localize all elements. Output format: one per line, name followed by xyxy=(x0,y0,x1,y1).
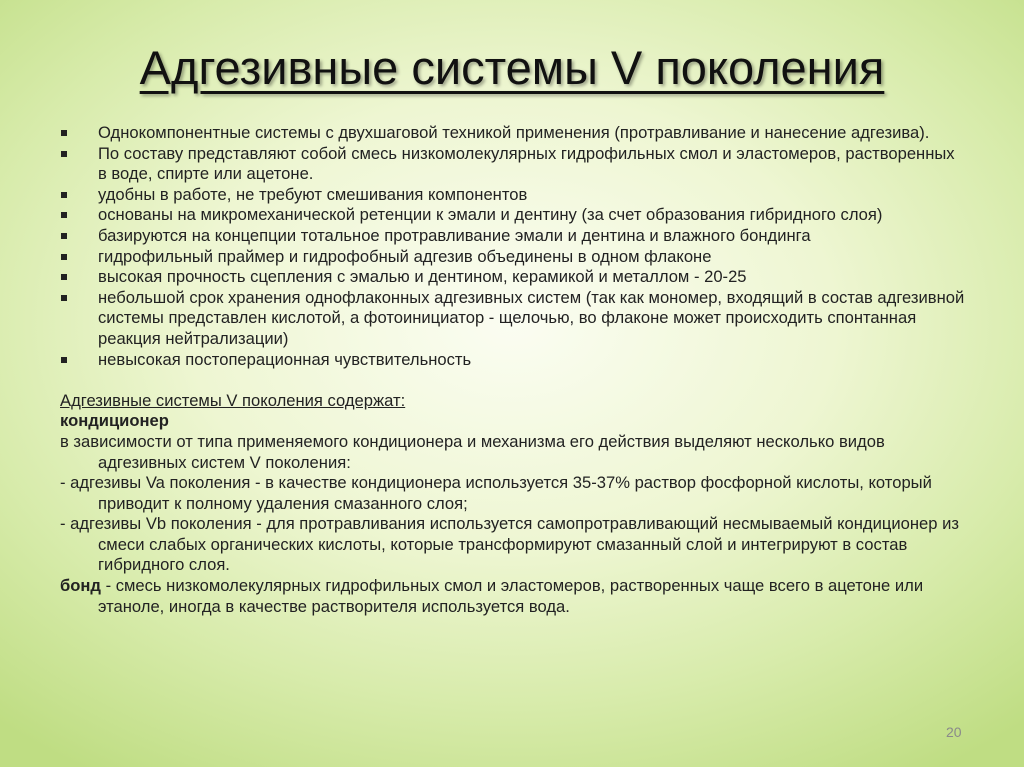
bullet-list xyxy=(60,123,965,370)
spacer xyxy=(60,370,965,391)
bullet-item: небольшой срок хранения однофлаконных адгезивных систем (так как мономер, входящий в состав адгезивной системы представлен кислотой, а фотоинициатор - щелочью, во флаконе может происходить спонтанная реакция нейтрализации) xyxy=(60,288,965,350)
bond-paragraph xyxy=(60,576,965,617)
slide-title xyxy=(0,40,1024,96)
bullet-item: невысокая постоперационная чувствительность xyxy=(60,350,965,371)
va-adhesive-text: - адгезивы Va поколения - в качестве кондиционера используется 35-37% раствор фосфорной кислоты, который приводит к полному удаления смазанного слоя; xyxy=(60,473,932,513)
bullet-item: базируются на концепции тотальное протравливание эмали и дентина и влажного бондинга xyxy=(60,226,965,247)
vb-adhesive-text: - адгезивы Vb поколения - для протравливания используется самопротравливающий несмываемый кондиционер из смеси слабых органических кислоты, которые трансформируют смазанный слой и интегрируют в состав гибридного слоя. xyxy=(60,514,959,575)
conditioner-text: в зависимости от типа применяемого кондиционера и механизма его действия выделяют несколько видов адгезивных систем V поколения: xyxy=(60,431,885,472)
page-number: 20 xyxy=(946,724,962,740)
bullet-item: гидрофильный праймер и гидрофобный адгезив объединены в одном флаконе xyxy=(60,247,965,268)
bullet-item: высокая прочность сцепления с эмалью и дентином, керамикой и металлом - 20-25 xyxy=(60,267,965,288)
bond-text: - смесь низкомолекулярных гидрофильных смол и эластомеров, растворенных чаще всего в ацетоне или этаноле, иногда в качестве растворителя используется вода. xyxy=(98,576,924,616)
bullet-item: Однокомпонентные системы с двухшаговой техникой применения (протравливание и нанесение адгезива). xyxy=(60,123,965,144)
section-heading: Адгезивные системы V поколения содержат: xyxy=(60,390,406,410)
slide-body xyxy=(60,123,965,617)
bond-label: бонд xyxy=(60,576,101,596)
slide-title-text: Адгезивные системы V поколения xyxy=(139,41,885,94)
conditioner-label: кондиционер xyxy=(60,411,169,431)
bullet-item: По составу представляют собой смесь низкомолекулярных гидрофильных смол и эластомеров, растворенных в воде, спирте или ацетоне. xyxy=(60,144,965,185)
bullet-item: основаны на микромеханической ретенции к эмали и дентину (за счет образования гибридного слоя) xyxy=(60,205,965,226)
bullet-item: удобны в работе, не требуют смешивания компонентов xyxy=(60,185,965,206)
